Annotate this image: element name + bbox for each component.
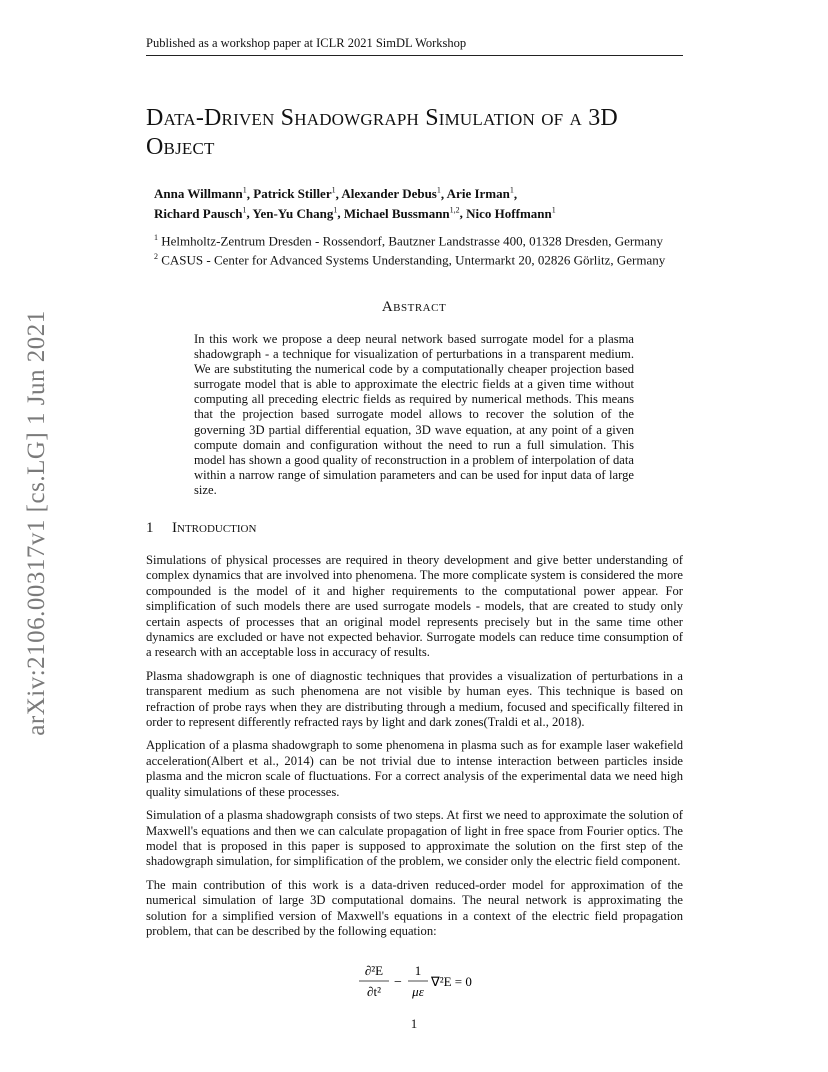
paragraph: Simulation of a plasma shadowgraph consists of two steps. At first we need to approximate the solution of Maxwell's equations and then we can calculate propagation of light in free space from Fourier optics. The model that is proposed in this paper is supposed to approximate the solution on the first step of the shadowgraph simulation, for simplification of the problem, we consider only the electric field component. [146,808,683,869]
wave-equation [356,960,496,1008]
eq-numerator-1: ∂²E [364,963,384,978]
affiliation: $^2$ CASUS - Center for Advanced Systems Understanding, Untermarkt 20, 02826 Görlitz, Germany [154,252,666,268]
author: Anna Willmann$^1$ [154,186,247,202]
section-title: Introduction [172,520,257,536]
eq-numerator-2: 1 [414,963,422,978]
paper-title [146,104,706,162]
eq-operator: − [394,975,402,990]
author-list: Anna Willmann$^1$, Patrick Stiller$^1$, Alexander Debus$^1$, Arie Irman$^1$, Richard Pausch$^1$, Yen-Yu Chang$^1$, Michael Bussmann$^{1,2}$, Nico Hoffmann$^1$ [154,186,556,221]
eq-denominator-1: ∂t² [367,984,381,999]
affiliations [154,230,694,269]
title-line-2: Object [146,134,215,160]
section-number: 1 [146,520,154,536]
eq-denominator-2: με [412,984,424,999]
eq-rhs: ∇²E = 0 [431,974,472,989]
abstract-text: In this work we propose a deep neural network based surrogate model for a plasma shadowgraph - a technique for visualization of perturbations in a transparent medium. We are substituting the numerical code by a computationally cheaper projection based surrogate model that is able to approximate the electric fields at a given time without computing all preceding electric fields as required by numerical methods. This means that the projection based surrogate model allows to recover the solution of the governing 3D partial differential equation, 3D wave equation, at any point of a given compute domain and configuration without the need to run a full simulation. This model has shown a good quality of reconstruction in a problem of interpolation of data within a narrow range of simulation parameters and can be used for input data of large size. [194,332,634,497]
affiliation: $^1$ Helmholtz-Zentrum Dresden - Rossendorf, Bautzner Landstrasse 400, 01328 Dresden, Germany [154,233,664,249]
paragraph: Application of a plasma shadowgraph to some phenomena in plasma such as for example laser wakefield acceleration(Albert et al., 2014) can be not trivial due to intense interaction between particles inside plasma and the micron scale of fluctuations. For a correct analysis of the experimental data we need high quality simulations of these processes. [146,738,683,799]
abstract-heading: Abstract [381,299,447,315]
author: Richard Pausch$^1$ [154,205,247,221]
author: Alexander Debus$^1$ [341,186,441,202]
author: Michael Bussmann$^{1,2}$ [343,205,460,221]
paragraph: Simulations of physical processes are required in theory development and give better understanding of complex dynamics that are involved into phenomena. The more complicate system is considered the more compounded is the model of it and higher requirements to the computational power appear. For simplification of such models there are used surrogate models - models, that are created to study only certain aspects of processes that an original model represents precisely but in the same time other dynamics are excluded or have not expected behavior. Surrogate models can reduce time consumption of a research with an acceptable loss in accuracy of results. [146,553,683,660]
body-text [146,553,683,947]
section-heading [146,520,256,537]
title-line-1: Data-Driven Shadowgraph Simulation of a 3D [146,105,618,131]
running-header: Published as a workshop paper at ICLR 2021 SimDL Workshop [146,36,683,56]
paragraph: The main contribution of this work is a data-driven reduced-order model for approximation of the numerical simulation of large 3D computational domains. The neural network is approximating the solution for a simplified version of Maxwell's equations in a context of the electric field propagation problem, that can be described by the following equation: [146,877,683,938]
paragraph: Plasma shadowgraph is one of diagnostic techniques that provides a visualization of perturbations in a transparent medium as such phenomena are not visible by human eyes. This technique is based on refraction of probe rays when they are distributing through a medium, focused and specifically filtered in order to represent differently refracted rays by light and dark zones(Traldi et al., 2018). [146,668,683,730]
author: Nico Hoffmann$^1$ [466,205,556,221]
author: Arie Irman$^1$ [446,186,514,202]
author: Patrick Stiller$^1$ [253,186,336,202]
author: Yen-Yu Chang$^1$ [252,205,338,221]
page-number: 1 [410,1016,418,1031]
arxiv-sidebar-stamp [22,296,52,750]
arxiv-identifier: arXiv:2106.00317v1 [cs.LG] 1 Jun 2021 [23,310,50,736]
